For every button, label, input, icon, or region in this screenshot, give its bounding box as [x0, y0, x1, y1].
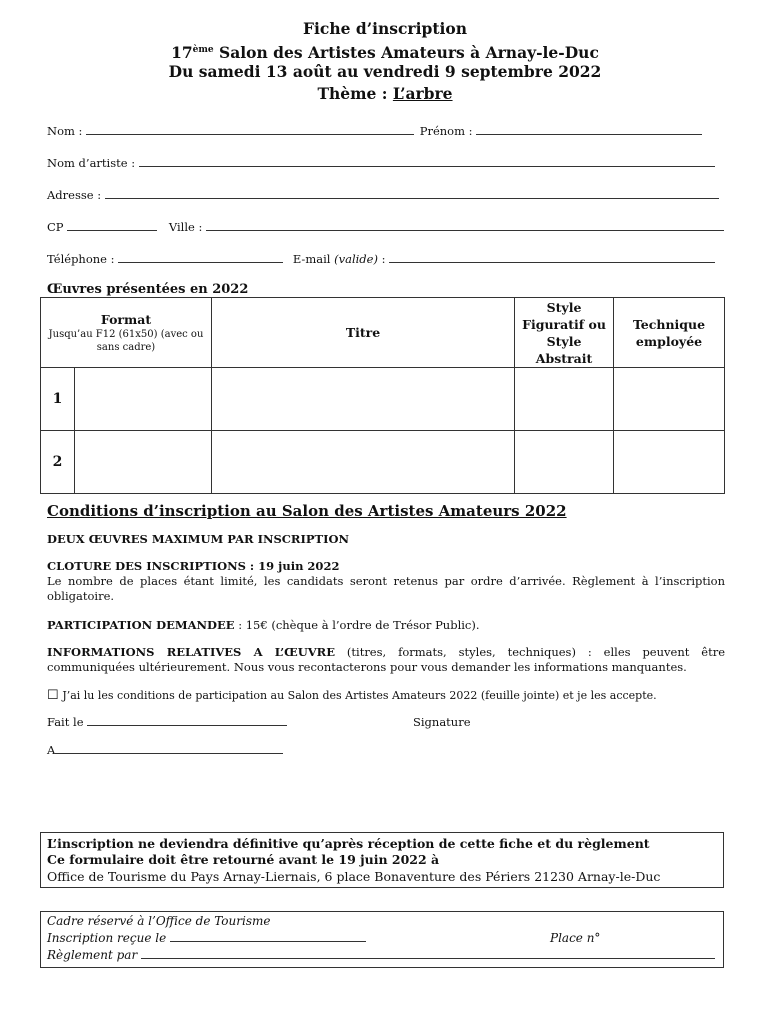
email-colon: :: [377, 252, 386, 266]
form-title: Fiche d’inscription: [303, 19, 467, 38]
notice-line-3: Office de Tourisme du Pays Arnay-Liernais, 6 place Bonaventure des Périers 21230 Arnay-le-Duc: [47, 869, 661, 884]
salon-sup: ème: [192, 45, 214, 55]
office-inscription-field[interactable]: [170, 931, 366, 942]
email-note: (valide): [334, 252, 378, 266]
notice-line-2: Ce formulaire doit être retourné avant le 19 juin 2022 à: [47, 852, 440, 867]
a-label: A: [47, 743, 56, 757]
office-place-label: Place n°: [550, 931, 601, 945]
cell-style[interactable]: [515, 368, 614, 431]
artist-row: [47, 156, 715, 170]
cp-label: CP: [47, 220, 64, 234]
info-label: INFORMATIONS RELATIVES A L’ŒUVRE: [47, 645, 335, 659]
salon-rest: Salon des Artistes Amateurs à Arnay-le-Duc: [213, 43, 599, 62]
cell-technique[interactable]: [614, 431, 725, 494]
office-reglement-label: Règlement par: [47, 948, 138, 962]
col-style: Style Figuratif ou Style Abstrait: [515, 298, 614, 368]
fait-le-row: [47, 715, 287, 729]
accept-row: [47, 688, 657, 703]
col-format: [41, 298, 212, 368]
email-label: E-mail: [292, 252, 331, 266]
ville-label: Ville :: [168, 220, 203, 234]
ville-field[interactable]: [206, 220, 724, 231]
signature-label: Signature: [413, 715, 471, 729]
col-technique: Technique employée: [614, 298, 725, 368]
table-row: [41, 431, 725, 494]
accept-checkbox[interactable]: ☐: [47, 688, 59, 703]
fait-le-label: Fait le: [47, 715, 84, 729]
prenom-field[interactable]: [476, 124, 702, 135]
cloture-text: Le nombre de places étant limité, les candidats seront retenus par ordre d’arrivée. Règlement à l’inscription obligatoire.: [47, 574, 725, 603]
notice-box: [40, 832, 724, 888]
row-number: 2: [41, 431, 75, 494]
adresse-label: Adresse :: [47, 188, 102, 202]
theme-label: Thème :: [317, 84, 393, 103]
participation-block: [47, 618, 725, 633]
row-number: 1: [41, 368, 75, 431]
salon-title: [0, 40, 770, 63]
adresse-field[interactable]: [105, 188, 719, 199]
nom-artiste-label: Nom d’artiste :: [47, 156, 136, 170]
nom-field[interactable]: [86, 124, 414, 135]
office-title: Cadre réservé à l’Office de Tourisme: [47, 914, 271, 928]
office-inscription-row: [47, 930, 717, 947]
a-field[interactable]: [55, 743, 283, 754]
cell-format[interactable]: [75, 368, 212, 431]
nom-row: [47, 124, 702, 138]
info-block: [47, 645, 725, 675]
office-box: [40, 911, 724, 968]
telephone-field[interactable]: [118, 252, 283, 263]
office-inscription-label: Inscription reçue le: [47, 931, 167, 945]
col-format-note: Jusqu’au F12 (61x50) (avec ou sans cadre): [48, 329, 204, 353]
works-table: [40, 297, 725, 494]
city-row: [47, 220, 724, 234]
email-field[interactable]: [389, 252, 715, 263]
cell-technique[interactable]: [614, 368, 725, 431]
theme-value: L’arbre: [392, 84, 453, 103]
nom-artiste-field[interactable]: [139, 156, 715, 167]
fait-le-field[interactable]: [87, 715, 287, 726]
participation-text: : 15€ (chèque à l’ordre de Trésor Public).: [234, 618, 480, 632]
info-text: (titres, formats, styles, techniques) : elles peuvent être communiquées ultérieurement. Nous vous recontacterons pour vous demander les informations manquantes.: [47, 645, 726, 674]
col-titre: Titre: [212, 298, 515, 368]
cloture-label: CLOTURE DES INSCRIPTIONS : 19 juin 2022: [47, 559, 340, 573]
conditions-title: Conditions d’inscription au Salon des Artistes Amateurs 2022: [47, 502, 567, 520]
cell-titre[interactable]: [212, 431, 515, 494]
contact-row: [47, 252, 715, 266]
salon-dates: Du samedi 13 août au vendredi 9 septembre 2022: [168, 62, 602, 81]
table-row: [41, 368, 725, 431]
participation-label: PARTICIPATION DEMANDEE: [47, 618, 235, 632]
cloture-block: [47, 559, 725, 604]
cell-style[interactable]: [515, 431, 614, 494]
cell-titre[interactable]: [212, 368, 515, 431]
max-works: DEUX ŒUVRES MAXIMUM PAR INSCRIPTION: [47, 532, 349, 546]
prenom-label: Prénom :: [419, 124, 473, 138]
telephone-label: Téléphone :: [47, 252, 115, 266]
office-place: [550, 930, 717, 964]
salon-number: 17: [171, 43, 193, 62]
accept-text: J’ai lu les conditions de participation au Salon des Artistes Amateurs 2022 (feuille jointe) et je les accepte.: [62, 689, 657, 702]
notice-line-1: L’inscription ne deviendra définitive qu’après réception de cette fiche et du règlement: [47, 836, 650, 851]
a-row: [47, 743, 283, 757]
office-place-field[interactable]: [550, 948, 668, 959]
nom-label: Nom :: [47, 124, 83, 138]
cp-field[interactable]: [67, 220, 157, 231]
cell-format[interactable]: [75, 431, 212, 494]
works-header-row: [41, 298, 725, 368]
works-heading: Œuvres présentées en 2022: [47, 282, 249, 297]
col-format-title: Format: [100, 312, 152, 327]
address-row: [47, 188, 719, 202]
salon-theme: [0, 84, 770, 104]
